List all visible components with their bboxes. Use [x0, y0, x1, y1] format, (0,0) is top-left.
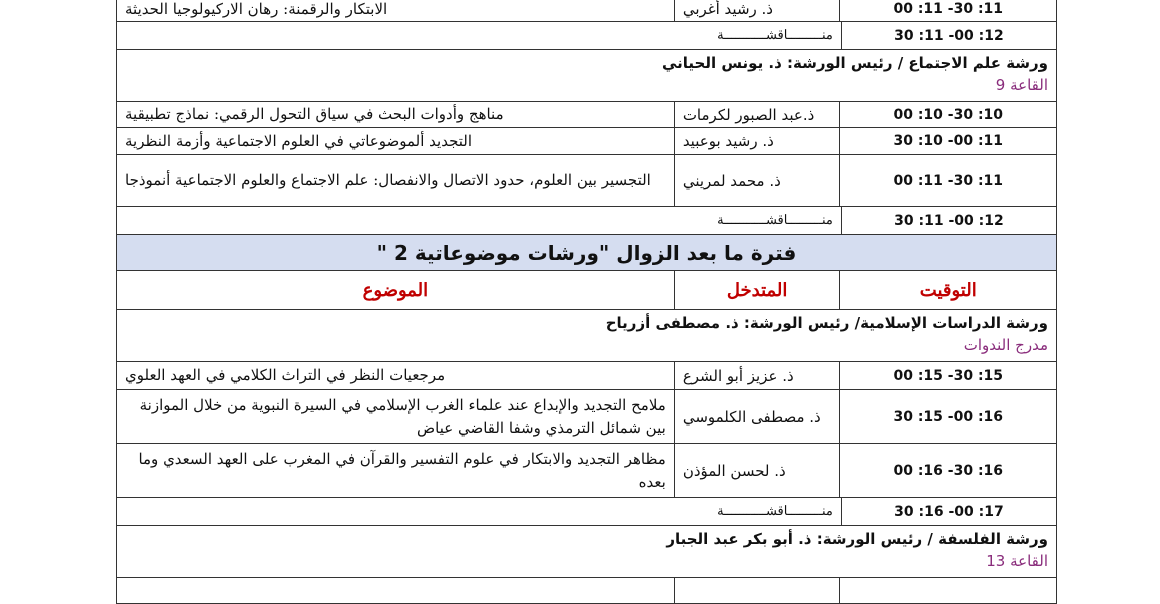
speaker-cell: ذ. رشيد بوعبيد [674, 128, 841, 154]
workshop-title: ورشة الدراسات الإسلامية/ رئيس الورشة: ذ. مصطفى أزرياح [605, 314, 1048, 332]
time-cell: 00 :16 -30 :16 [893, 462, 1004, 479]
section-banner [116, 235, 1057, 271]
column-headers [116, 271, 1057, 310]
topic-cell: التجديد ألموضوعاتي في العلوم الاجتماعية وأزمة النظرية [125, 131, 473, 150]
speaker-cell: ذ. محمد لمريني [674, 155, 841, 206]
time-cell: 00 :15 -30 :15 [893, 367, 1004, 384]
schedule-table [116, 0, 1057, 604]
workshop-room: القاعة 9 [995, 76, 1048, 94]
topic-cell: التجسير بين العلوم، حدود الاتصال والانفصال: علم الاجتماع والعلوم الاجتماعية أنموذجا [125, 171, 651, 189]
time-cell: 30 :15 -00 :16 [893, 408, 1004, 425]
topic-cell: ملامح التجديد والإبداع عند علماء الغرب الإسلامي في السيرة النبوية من خلال الموازنة بين شمائل الترمذي وشفا القاضي عياض [139, 395, 666, 437]
workshop-title: ورشة الفلسفة / رئيس الورشة: ذ. أبو بكر عبد الجبار [666, 530, 1048, 548]
workshop-room: القاعة 13 [986, 552, 1048, 570]
speaker-cell: ذ. لحسن المؤذن [674, 444, 841, 497]
table-row [116, 390, 1057, 444]
topic-cell: مناهج وأدوات البحث في سياق التحول الرقمي: نماذج تطبيقية [125, 105, 504, 123]
header-topic: الموضوع [362, 279, 429, 301]
topic-cell: الابتكار والرقمنة: رهان الاركيولوجيا الحديثة [125, 0, 388, 18]
table-row [116, 444, 1057, 498]
discussion-label: منـــــــــاقشـــــــــــة [717, 28, 833, 43]
discussion-label-cell [117, 498, 841, 525]
time-cell: 00 :11 -30 :11 [893, 1, 1004, 17]
discussion-label-cell [117, 22, 841, 49]
workshop-heading [116, 310, 1057, 362]
time-cell: 30 :10 -00 :11 [893, 133, 1004, 149]
table-row [116, 102, 1057, 128]
header-time: التوقيت [919, 279, 977, 301]
time-cell [840, 578, 1056, 603]
speaker-cell [674, 578, 841, 603]
workshop-room: مدرج الندوات [963, 336, 1048, 354]
topic-cell: مظاهر التجديد والابتكار في علوم التفسير والقرآن في المغرب على العهد السعدي وما بعده [138, 449, 666, 491]
table-row [116, 578, 1057, 604]
time-cell: 30 :11 -00 :12 [841, 22, 1056, 49]
topic-cell [117, 578, 674, 603]
workshop-heading [116, 50, 1057, 102]
discussion-label: منـــــــــاقشـــــــــــة [717, 504, 833, 519]
discussion-row [116, 22, 1057, 50]
table-row [116, 362, 1057, 390]
table-row [116, 128, 1057, 155]
discussion-row [116, 498, 1057, 526]
time-cell: 00 :10 -30 :10 [893, 106, 1004, 123]
discussion-label-cell [117, 207, 841, 234]
time-cell: 00 :11 -30 :11 [893, 172, 1004, 189]
table-row [116, 155, 1057, 207]
topic-cell: مرجعيات النظر في التراث الكلامي في العهد العلوي [125, 366, 446, 384]
workshop-title: ورشة علم الاجتماع / رئيس الورشة: ذ. يونس الحياني [661, 54, 1048, 72]
header-speaker: المتدخل [674, 271, 841, 309]
time-cell: 30 :16 -00 :17 [841, 498, 1056, 525]
time-cell: 30 :11 -00 :12 [841, 207, 1056, 234]
speaker-cell: ذ.عبد الصبور لكرمات [674, 102, 841, 127]
speaker-cell: ذ. مصطفى الكلموسي [674, 390, 841, 443]
banner-title: فترة ما بعد الزوال "ورشات موضوعاتية 2 " [376, 240, 797, 265]
workshop-heading [116, 526, 1057, 578]
speaker-cell: ذ. عزيز أبو الشرع [674, 362, 841, 389]
speaker-cell: ذ. رشيد أغربي [674, 0, 841, 21]
table-row [116, 0, 1057, 22]
discussion-label: منـــــــــاقشـــــــــــة [717, 213, 833, 228]
discussion-row [116, 207, 1057, 235]
